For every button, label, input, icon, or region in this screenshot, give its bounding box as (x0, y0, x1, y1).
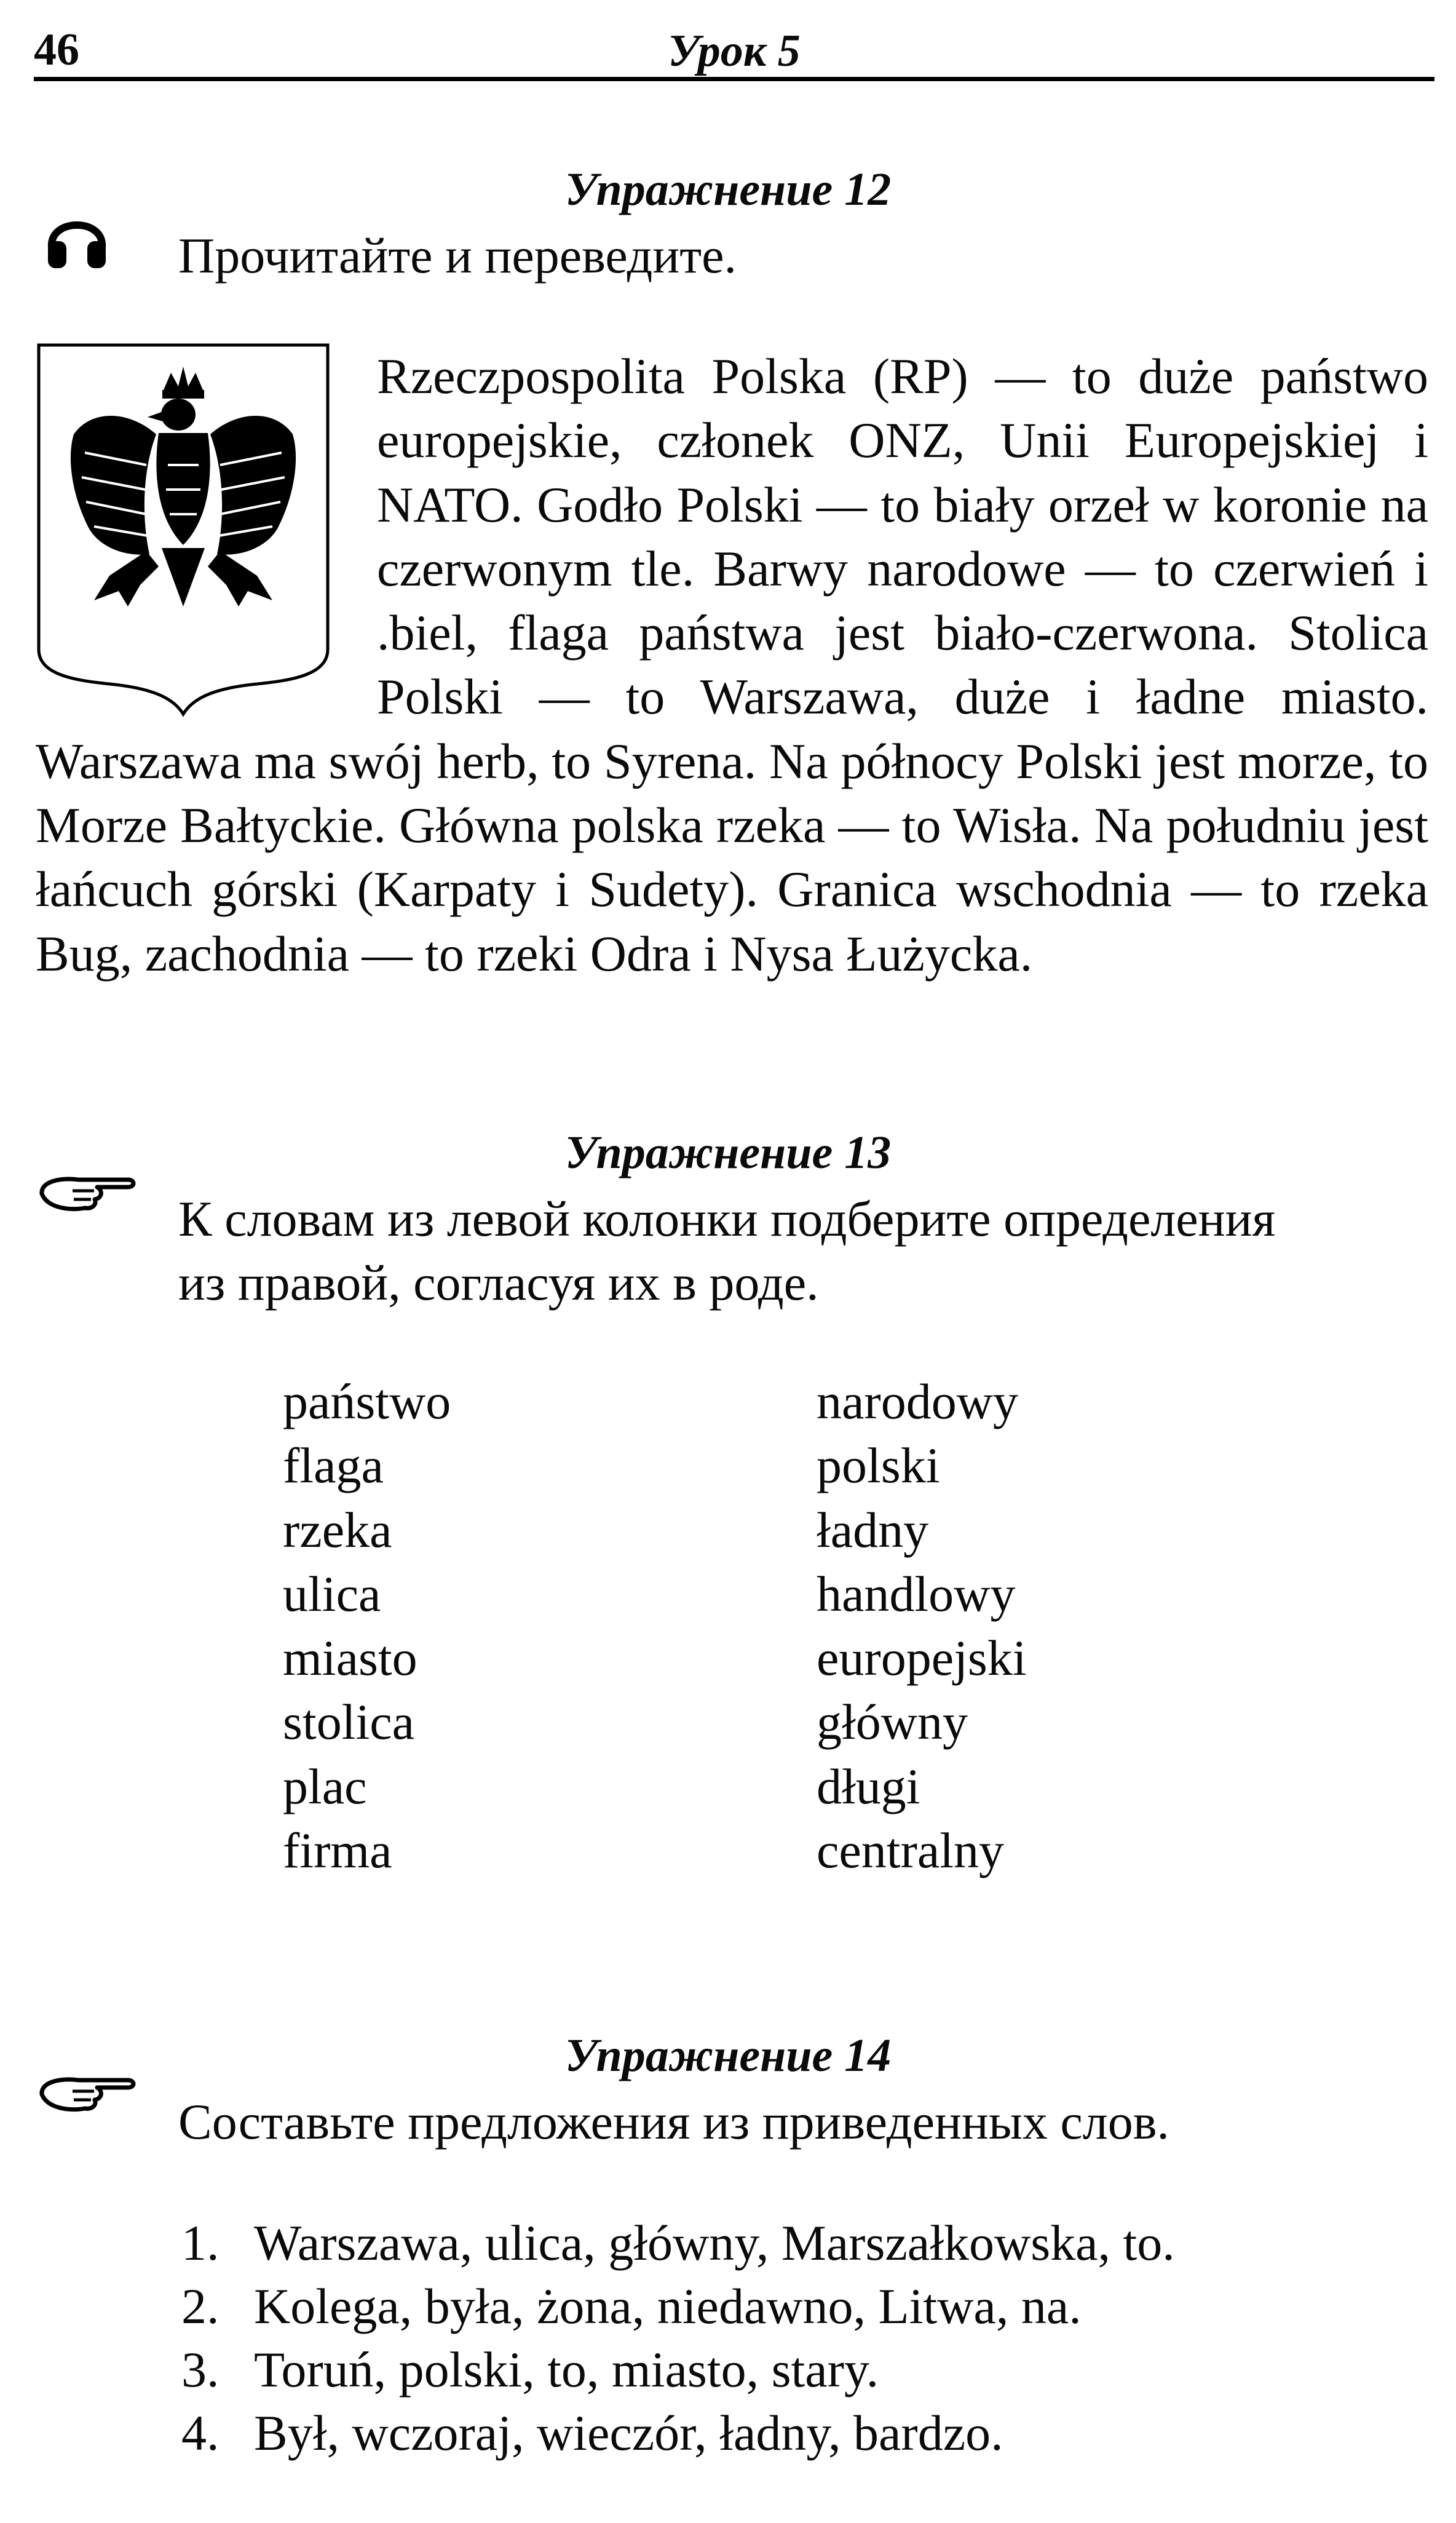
left-word: państwo (283, 1373, 451, 1429)
headphones-icon (43, 205, 111, 273)
exercise-13-instruction-line2: из правой, согласуя их в роде. (178, 1255, 819, 1311)
passage-text: Rzeczpospolita Polska (RP) — to duże państwo europejskie, członek ONZ, Unii Europejskiej i NATO. Godło Polski — to biały orzeł w koronie na czerwonym tle. Barwy narodowe — to czerwień i .biel, flaga państwa jest biało-czerwona. Stolica Polski — to Warszawa, duże i ładne miasto. Warszawa ma swój herb, to Syrena. Na północy Polski jest morze, to Morze Bałtyckie. Główna polska rzeka — to Wisła. Na południu jest łańcuch górski (Karpaty i Sudety). Granica wschodnia — to rzeka Bug, zachodnia — to rzeki Odra i Nysa Łużycka. (36, 348, 1428, 982)
right-word: centralny (817, 1822, 1005, 1879)
item-number: 4. (181, 2405, 220, 2461)
left-word: ulica (283, 1565, 381, 1622)
list-item (181, 2338, 1175, 2401)
item-text: Był, wczoraj, wieczór, ładny, bardzo. (254, 2405, 1003, 2461)
right-word: europejski (817, 1630, 1027, 1687)
item-text: Toruń, polski, to, miasto, stary. (254, 2342, 879, 2398)
left-word-column (283, 1370, 451, 1883)
list-item (181, 2401, 1175, 2465)
exercise-12-title: Упражнение 12 (564, 164, 892, 215)
exercise-12-instruction: Прочитайте и переведите. (178, 228, 737, 284)
right-word: narodowy (817, 1373, 1018, 1429)
right-word: długi (817, 1758, 920, 1814)
right-word: główny (817, 1694, 968, 1750)
item-number: 3. (181, 2342, 220, 2398)
pointing-hand-icon (36, 2067, 140, 2116)
left-word: rzeka (283, 1501, 392, 1558)
emblem-space (36, 344, 377, 723)
left-word: miasto (283, 1630, 417, 1687)
exercise-14-title: Упражнение 14 (564, 2030, 892, 2081)
list-item (181, 2275, 1175, 2338)
item-text: Kolega, była, żona, niedawno, Litwa, na. (254, 2278, 1082, 2334)
running-title: Урок 5 (668, 26, 801, 76)
exercise-14-instruction: Составьте предложения из приведенных слов. (178, 2094, 1169, 2150)
right-word-column (817, 1370, 1027, 1883)
list-item (181, 2211, 1175, 2275)
pointing-hand-icon (36, 1166, 140, 1215)
page-number: 46 (34, 25, 79, 75)
item-text: Warszawa, ulica, główny, Marszałkowska, to. (254, 2215, 1175, 2271)
item-number: 1. (181, 2215, 220, 2271)
right-word: ładny (817, 1501, 929, 1558)
exercise-13-instruction-line1: К словам из левой колонки подберите определения (178, 1191, 1276, 1247)
right-word: handlowy (817, 1565, 1016, 1622)
left-word: flaga (283, 1437, 384, 1494)
item-number: 2. (181, 2278, 220, 2334)
left-word: firma (283, 1822, 392, 1879)
page-header (34, 12, 1434, 81)
exercise-13-title: Упражнение 13 (564, 1127, 892, 1178)
right-word: polski (817, 1437, 940, 1494)
sentence-list (181, 2211, 1175, 2465)
exercise-12-passage (36, 344, 1428, 986)
left-word: plac (283, 1758, 367, 1814)
left-word: stolica (283, 1694, 415, 1750)
